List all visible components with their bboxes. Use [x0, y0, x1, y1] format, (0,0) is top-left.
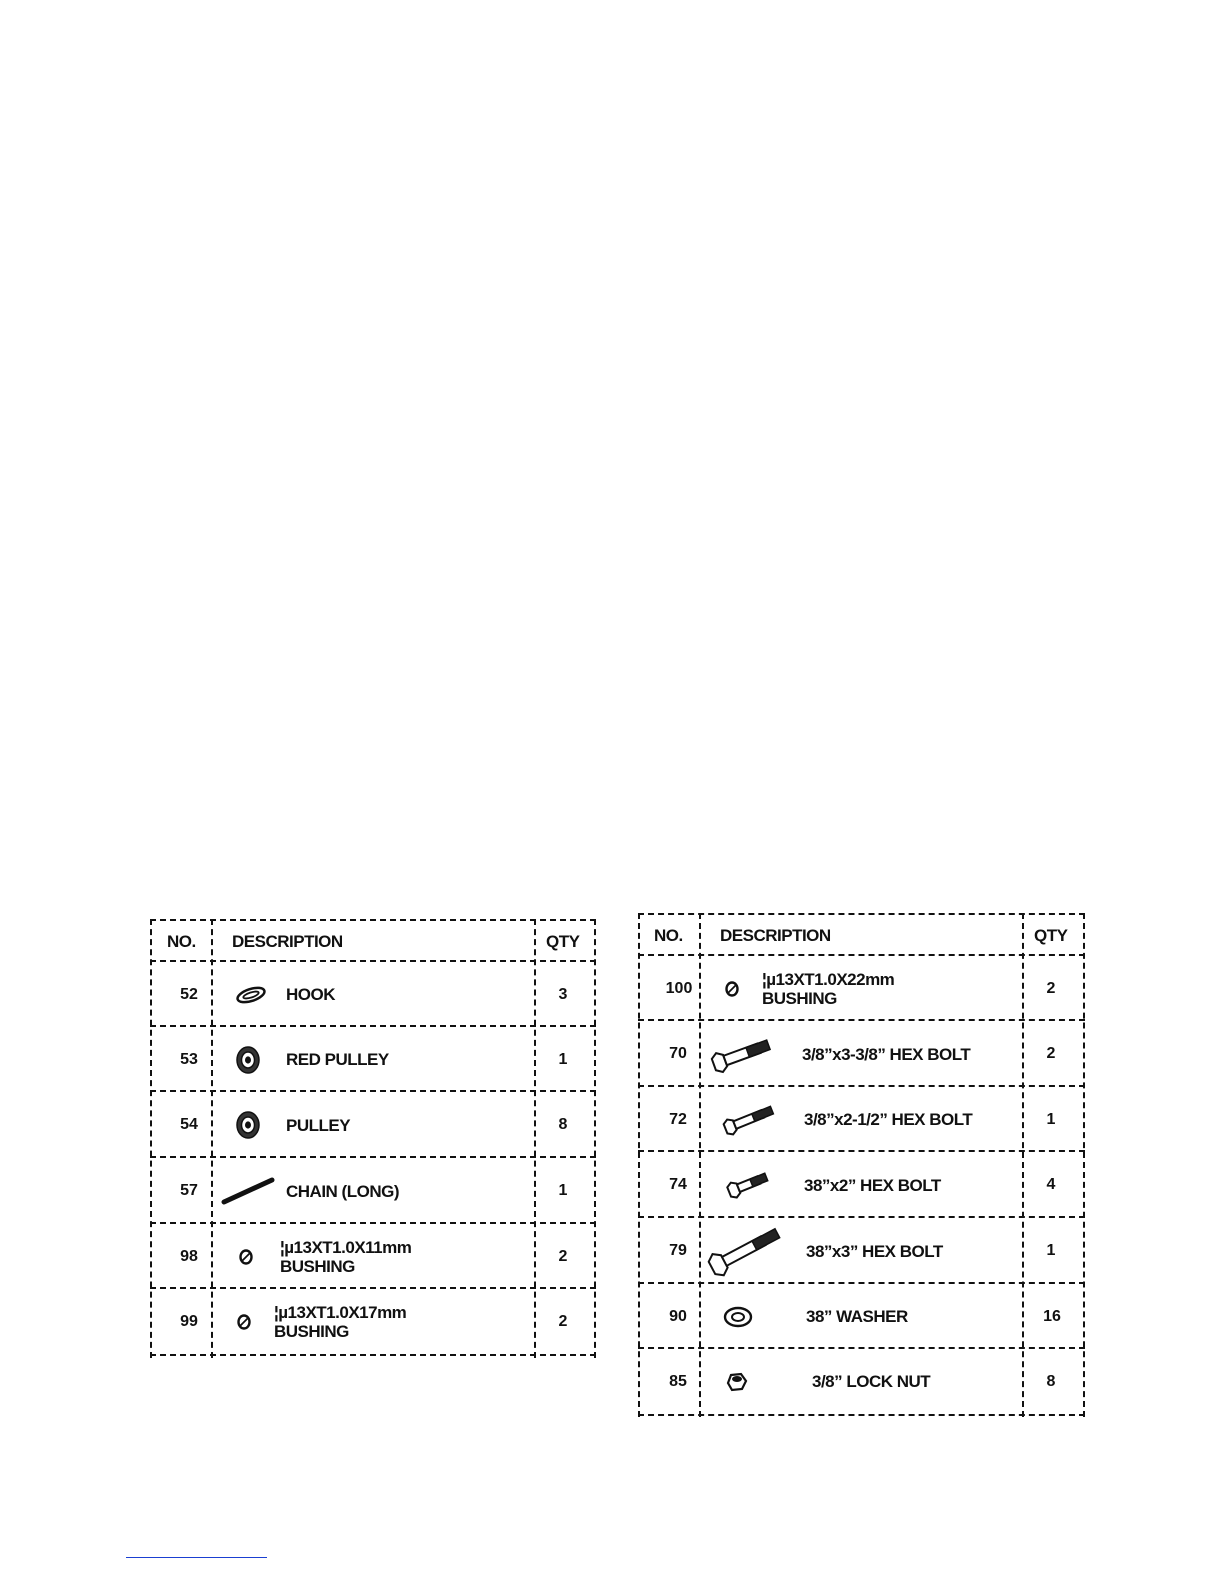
header-qty: QTY — [1034, 925, 1068, 945]
part-description: 38”x2” HEX BOLT — [804, 1175, 941, 1195]
header-no: NO. — [167, 931, 196, 951]
table-row — [150, 1025, 596, 1092]
part-qty: 2 — [558, 1312, 568, 1330]
part-number: 100 — [665, 979, 693, 997]
parts-table-left — [150, 919, 596, 1358]
part-number: 79 — [669, 1242, 687, 1259]
part-qty: 8 — [1046, 1372, 1056, 1390]
table-row — [638, 954, 1085, 1021]
bushing-icon — [236, 1289, 266, 1354]
table-row — [638, 1347, 1085, 1416]
part-qty: 1 — [1046, 1242, 1056, 1259]
header-no: NO. — [654, 925, 683, 945]
part-size: ¦µ13XT1.0X11mm — [280, 1237, 412, 1257]
hex-bolt-medium-icon — [720, 1087, 780, 1152]
table-row — [150, 1156, 596, 1224]
part-size: ¦µ13XT1.0X17mm — [274, 1302, 407, 1322]
table-row — [150, 1222, 596, 1289]
part-number: 70 — [669, 1045, 687, 1062]
table-row — [150, 1090, 596, 1158]
part-description: CHAIN (LONG) — [286, 1181, 399, 1201]
part-number: 98 — [180, 1247, 198, 1265]
part-qty: 16 — [1043, 1307, 1061, 1325]
table-header-row — [150, 919, 596, 962]
part-number: 52 — [180, 985, 198, 1003]
table-row — [150, 960, 596, 1027]
part-number: 54 — [180, 1116, 198, 1133]
part-qty: 2 — [1046, 979, 1056, 997]
part-qty: 1 — [558, 1182, 568, 1199]
part-qty: 4 — [1046, 1176, 1056, 1193]
red-pulley-icon — [234, 1027, 274, 1092]
footnote-divider — [126, 1557, 267, 1558]
part-description: 38” WASHER — [806, 1307, 908, 1326]
bushing-icon — [724, 956, 754, 1021]
lock-nut-icon — [726, 1349, 756, 1414]
part-number: 72 — [669, 1110, 687, 1128]
header-description: DESCRIPTION — [720, 925, 831, 945]
part-description: 3/8”x2-1/2” HEX BOLT — [804, 1110, 973, 1129]
part-number: 85 — [669, 1372, 687, 1390]
part-description: BUSHING — [762, 988, 837, 1008]
part-qty: 3 — [558, 985, 568, 1003]
part-qty: 2 — [558, 1247, 568, 1265]
bushing-icon — [238, 1224, 268, 1289]
chain-icon — [220, 1158, 280, 1224]
table-row — [638, 1282, 1085, 1349]
washer-icon — [722, 1284, 758, 1349]
table-row — [638, 1150, 1085, 1218]
table-row — [638, 1216, 1085, 1284]
table-row — [150, 1287, 596, 1356]
part-description: BUSHING — [274, 1321, 349, 1341]
header-qty: QTY — [546, 931, 580, 951]
table-row — [638, 1019, 1085, 1087]
hex-bolt-large-icon — [704, 1218, 788, 1284]
part-description: BUSHING — [280, 1256, 355, 1276]
table-row — [638, 1085, 1085, 1152]
part-number: 57 — [180, 1182, 198, 1199]
part-description: RED PULLEY — [286, 1050, 389, 1069]
part-size: ¦µ13XT1.0X22mm — [762, 969, 895, 989]
pulley-icon — [234, 1092, 274, 1158]
part-number: 90 — [669, 1307, 687, 1325]
hook-icon — [234, 962, 274, 1027]
hex-bolt-long-icon — [708, 1021, 778, 1087]
part-description: 38”x3” HEX BOLT — [806, 1241, 943, 1261]
part-qty: 1 — [558, 1050, 568, 1068]
parts-table-right — [638, 913, 1085, 1417]
part-description: HOOK — [286, 985, 335, 1004]
table-header-row — [638, 913, 1085, 956]
part-qty: 2 — [1046, 1045, 1056, 1062]
part-description: 3/8”x3-3/8” HEX BOLT — [802, 1044, 971, 1064]
header-description: DESCRIPTION — [232, 931, 343, 951]
part-qty: 8 — [558, 1116, 568, 1133]
part-number: 74 — [669, 1176, 687, 1193]
part-number: 99 — [180, 1312, 198, 1330]
hex-bolt-short-icon — [724, 1152, 774, 1218]
part-description: 3/8” LOCK NUT — [812, 1372, 931, 1391]
part-number: 53 — [180, 1050, 198, 1068]
part-description: PULLEY — [286, 1115, 351, 1135]
part-qty: 1 — [1046, 1110, 1056, 1128]
